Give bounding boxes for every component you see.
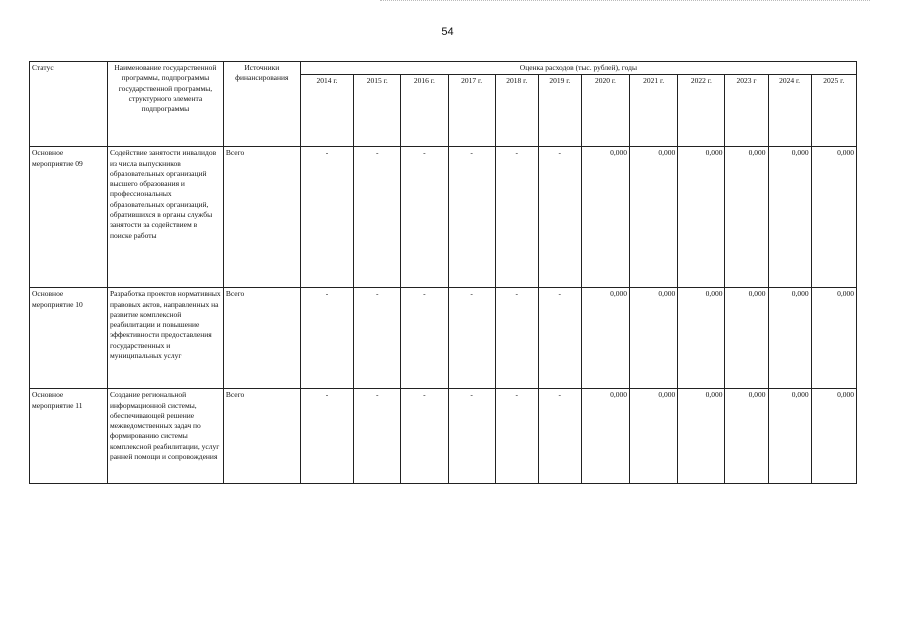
header-estimate: Оценка расходов (тыс. рублей), годы — [300, 62, 856, 75]
table-row — [30, 389, 857, 484]
row-value: - — [354, 147, 401, 288]
row-value: 0,000 — [811, 389, 856, 484]
row-value: - — [448, 288, 495, 389]
row-value: 0,000 — [768, 389, 811, 484]
expenditure-table — [29, 61, 857, 484]
header-year: 2019 г. — [538, 75, 581, 147]
row-value: - — [495, 389, 538, 484]
row-value: - — [538, 147, 581, 288]
row-value: - — [401, 389, 448, 484]
table-row — [30, 147, 857, 288]
row-value: 0,000 — [678, 389, 725, 484]
header-year: 2020 г. — [581, 75, 629, 147]
row-value: - — [495, 288, 538, 389]
header-year: 2025 г. — [811, 75, 856, 147]
table-row — [30, 288, 857, 389]
row-value: - — [300, 389, 353, 484]
row-name: Разработка проектов нормативных правовых актов, направленных на развитие комплексной реабилитации и повышение эффективности предоставления государственных и муниципальных услуг — [107, 288, 223, 389]
header-year: 2022 г. — [678, 75, 725, 147]
header-year: 2015 г. — [354, 75, 401, 147]
row-value: 0,000 — [581, 288, 629, 389]
row-value: - — [538, 288, 581, 389]
header-status: Статус — [30, 62, 108, 147]
row-name: Создание региональной информационной системы, обеспечивающей решение межведомственных задач по формированию системы комплексной реабилитации, услуг ранней помощи и сопровождения — [107, 389, 223, 484]
page-number: 54 — [441, 26, 454, 38]
row-value: - — [354, 288, 401, 389]
row-value: 0,000 — [768, 147, 811, 288]
row-value: 0,000 — [630, 389, 678, 484]
header-year: 2014 г. — [300, 75, 353, 147]
row-value: 0,000 — [678, 147, 725, 288]
row-value: 0,000 — [725, 147, 768, 288]
row-source: Всего — [223, 147, 300, 288]
row-value: 0,000 — [725, 389, 768, 484]
row-value: 0,000 — [811, 288, 856, 389]
header-year: 2017 г. — [448, 75, 495, 147]
header-name: Наименование государственной программы, подпрограммы государственной программы, структурного элемента подпрограммы — [107, 62, 223, 147]
row-value: 0,000 — [678, 288, 725, 389]
row-status: Основное мероприятие 09 — [30, 147, 108, 288]
header-source: Источники финансирования — [223, 62, 300, 147]
row-value: - — [300, 288, 353, 389]
header-year: 2016 г. — [401, 75, 448, 147]
row-value: 0,000 — [630, 147, 678, 288]
row-value: - — [354, 389, 401, 484]
row-value: - — [538, 389, 581, 484]
row-value: 0,000 — [811, 147, 856, 288]
row-value: - — [300, 147, 353, 288]
row-value: - — [401, 288, 448, 389]
row-value: - — [495, 147, 538, 288]
row-status: Основное мероприятие 11 — [30, 389, 108, 484]
row-value: 0,000 — [725, 288, 768, 389]
row-status: Основное мероприятие 10 — [30, 288, 108, 389]
row-value: - — [448, 147, 495, 288]
row-source: Всего — [223, 288, 300, 389]
header-year: 2018 г. — [495, 75, 538, 147]
row-value: 0,000 — [768, 288, 811, 389]
top-scan-line — [380, 0, 870, 3]
header-year: 2023 г — [725, 75, 768, 147]
row-value: 0,000 — [581, 147, 629, 288]
row-source: Всего — [223, 389, 300, 484]
row-value: - — [401, 147, 448, 288]
row-name: Содействие занятости инвалидов из числа выпускников образовательных организаций высшего образования и профессиональных образовательных организаций, обратившихся в органы службы занятости за содействием в поиске работы — [107, 147, 223, 288]
row-value: - — [448, 389, 495, 484]
row-value: 0,000 — [581, 389, 629, 484]
header-year: 2024 г. — [768, 75, 811, 147]
header-year: 2021 г. — [630, 75, 678, 147]
row-value: 0,000 — [630, 288, 678, 389]
